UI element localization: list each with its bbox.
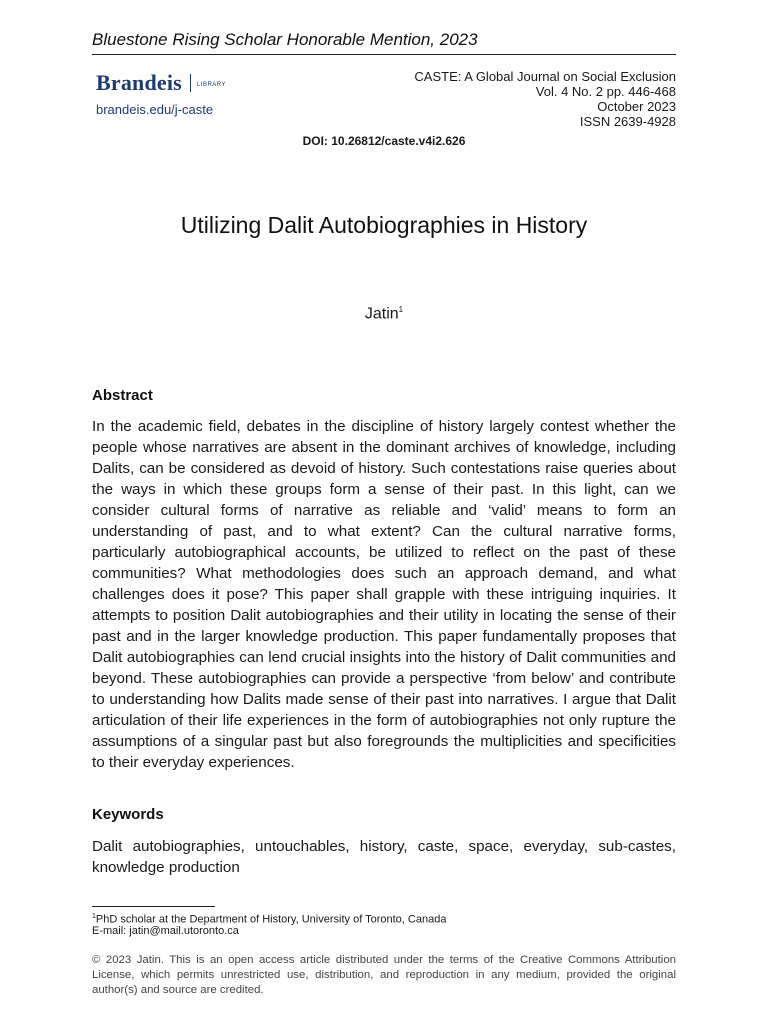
journal-info: [414, 69, 676, 129]
author-footnote-marker[interactable]: 1: [398, 305, 404, 314]
journal-name: CASTE: A Global Journal on Social Exclusion: [414, 69, 676, 84]
award-line: Bluestone Rising Scholar Honorable Mention, 2023: [92, 30, 478, 49]
article-title: Utilizing Dalit Autobiographies in History: [180, 212, 588, 238]
abstract-heading: Abstract: [92, 387, 153, 404]
author-email[interactable]: E-mail: jatin@mail.utoronto.ca: [92, 925, 239, 937]
abstract-text: In the academic field, debates in the discipline of history largely contest whether the people whose narratives are absent in the dominant archives of knowledge, including Dalits, can be considered as devoid of history. Such contestations raise queries about the ways in which these groups form a sense of their past. In this light, can we consider cultural forms of narrative as reliable and ‘valid’ means to form an understanding of past, and to what extent? Can the cultural narrative forms, particularly autobiographical accounts, be utilized to reflect on the past of these communities? What methodologies does such an approach demand, and what challenges does it pose? This paper shall grapple with these intriguing inquiries. It attempts to position Dalit autobiographies and their utility in locating the sense of their past and in the larger knowledge production. This paper fundamentally proposes that Dalit autobiographies can lend crucial insights into the history of Dalit communities and beyond. These autobiographies can provide a perspective ‘from below’ and contribute to understanding how Dalits made sense of their past into narratives. I argue that Dalit articulation of their life experiences in the form of autobiographies not only rupture the assumptions of a singular past but also foregrounds the multiplicities and specificities to their everyday experiences.: [92, 418, 676, 771]
brandeis-library-logo[interactable]: [96, 70, 226, 117]
journal-issn: ISSN 2639-4928: [579, 114, 676, 129]
keywords-heading: Keywords: [92, 806, 164, 823]
license-notice: © 2023 Jatin. This is an open access article distributed under the terms of the Creative Commons Attribution License, which permits unrestricted use, distribution, and reproduction in any medium, provided the original author(s) and source are credited.: [92, 954, 676, 996]
footnote-text: PhD scholar at the Department of History, University of Toronto, Canada: [95, 913, 447, 926]
journal-url-link[interactable]: brandeis.edu/j-caste: [96, 102, 214, 117]
logo-divider: [190, 74, 191, 92]
footnote-rule: [92, 906, 215, 907]
logo-library-label: LIBRARY: [196, 82, 227, 88]
author-line: [0, 305, 768, 323]
logo-wordmark: Brandeis: [96, 70, 182, 95]
doi-row: [0, 132, 768, 150]
doi-link[interactable]: DOI: 10.26812/caste.v4i2.626: [302, 134, 466, 148]
journal-date: October 2023: [597, 99, 676, 114]
footnote-marker: 1: [92, 913, 96, 920]
journal-volume: Vol. 4 No. 2 pp. 446-468: [535, 84, 676, 99]
keywords-text: Dalit autobiographies, untouchables, history, caste, space, everyday, sub-castes, knowledge production: [92, 838, 676, 876]
logo-row: [96, 70, 226, 96]
header-rule: [92, 54, 676, 55]
author-name: Jatin: [364, 305, 399, 323]
